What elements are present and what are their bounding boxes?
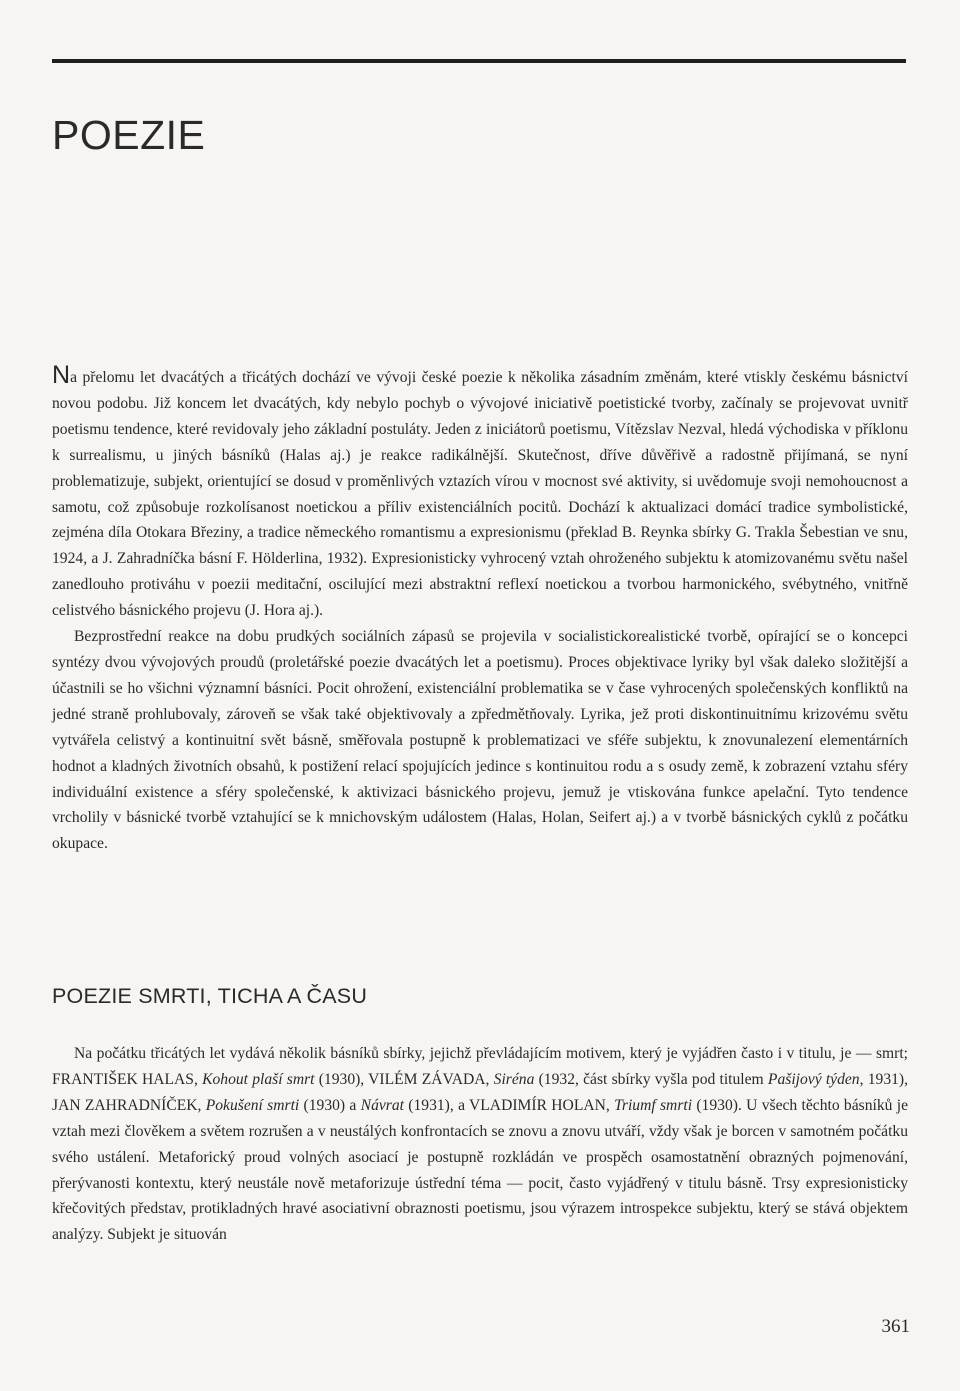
section-text-run: (1932, část sbírky vyšla pod titulem — [534, 1070, 768, 1088]
section-text-run: , 1931), JAN ZAHRADNÍČEK, — [52, 1070, 909, 1114]
drop-cap: N — [52, 361, 71, 389]
section-text-run: (1931), a VLADIMÍR HOLAN, — [404, 1096, 615, 1114]
work-title: Pokušení smrti — [205, 1096, 300, 1114]
work-title: Kohout plaší smrt — [202, 1070, 315, 1088]
work-title: Siréna — [493, 1070, 535, 1088]
work-title: Pašijový týden — [767, 1070, 860, 1088]
page-number: 361 — [881, 1316, 910, 1337]
section-text-run: Na počátku třicátých let vydává několik básníků sbírky, jejichž převládajícím motivem, který je vyjádřen často i v titulu, je — smrt; FRANTIŠEK HALAS, — [52, 1045, 908, 1088]
intro-paragraph-2: Bezprostřední reakce na dobu prudkých sociálních zápasů se projevila v socialistickorealistické tvorbě, opírající se o koncepci syntézy dvou vývojových proudů (proletářské poezie dvacátých let a poetismu). Proces objektivace lyriky byl však daleko složitější a účastnili se ho všichni významní básníci. Pocit ohrožení, existenciální problematika se v čase vyhrocených společenských konfliktů na jedné straně prohlubovaly, zároveň se však také objektivovaly a zpředmětňovaly. Lyrika, jež proti diskontinuitnímu krizovému světu vytvářela celistvý a kontinuitní svět básně, směřovala postupně k problematizaci ve sféře subjektu, k znovunalezení elementárních hodnot a kladných životních obsahů, k postižení relací spojujících jedince s kontinuitou rodu a s osudy země, k zobrazení vztahu sféry individuální existence a sféry společenské, k aktivizaci básnického projevu, jemuž je vtiskována funkce apelační. Tyto tendence vrcholily v básnické tvorbě vztahující se k mnichovským událostem (Halas, Holan, Seifert aj.) a v tvorbě básnických cyklů z počátku okupace. — [52, 628, 908, 853]
intro-paragraph-1 — [52, 361, 908, 624]
section-text — [52, 1041, 908, 1248]
header-rule — [52, 59, 906, 63]
section-paragraph-1 — [52, 1041, 908, 1248]
section-text-run: (1930) a — [299, 1096, 361, 1114]
work-title: Triumf smrti — [614, 1096, 693, 1114]
chapter-title: POEZIE — [52, 112, 206, 158]
section-heading: POEZIE SMRTI, TICHA A ČASU — [52, 984, 368, 1008]
section-text-run: (1930). U všech těchto básníků je vztah mezi člověkem a světem rozrušen a v neustálých konfrontacích se znovu a znovu utváří, vždy však je borcen v samotném počátku svého ustálení. Metaforický proud volných asociací je postupně rozkládán ve prospěch osamostatnění obrazných pojmenování, přerývanosti kontextu, který neustále nově metaforizuje ústřední téma — pocit, často vyjádřený v titulu básně. Trsy expresionisticky křečovitých představ, protikladných hravé asociativní obraznosti poetismu, jsou výrazem introspekce subjektu, který se stává objektem analýzy. Subjekt je situován — [52, 1096, 908, 1244]
work-title: Návrat — [360, 1096, 404, 1114]
intro-paragraph-1-text: a přelomu let dvacátých a třicátých dochází ve vývoji české poezie k několika zásadním změnám, které vtiskly českému básnictví novou podobu. Již koncem let dvacátých, kdy nebylo pochyb o vývojové iniciativě poetistické tvorby, začínaly se projevovat uvnitř poetismu tendence, které revidovaly jeho základní postuláty. Jeden z iniciátorů poetismu, Vítězslav Nezval, hledá východiska v příklonu k surrealismu, u jiných básníků (Halas aj.) je reakce radikálnější. Skutečnost, dříve důvěřivě a radostně přijímaná, se nyní problematizuje, subjekt, orientující se dosud v proměnlivých vztazích vírou v mocnost své aktivity, si uvědomuje svoji nemohoucnost a samotu, což způsobuje rozkolísanost noetickou a příliv existenciálních pocitů. Dochází k aktualizaci domácí tradice symbolistické, zejména díla Otokara Březiny, a tradice německého romantismu a expresionismu (překlad B. Reynka sbírky G. Trakla Šebestian ve snu, 1924, a J. Zahradníčka básní F. Hölderlina, 1932). Expresionisticky vyhrocený vztah ohroženého subjektu k atomizovanému světu našel zanedlouho protiváhu v poezii meditační, oscilující mezi abstraktní reflexí noetickou a tvorbou harmonického, svébytného, vnitřně celistvého básnického projevu (J. Hora aj.). — [52, 369, 908, 620]
intro-text — [52, 361, 908, 857]
section-text-run: (1930), VILÉM ZÁVADA, — [314, 1070, 494, 1088]
